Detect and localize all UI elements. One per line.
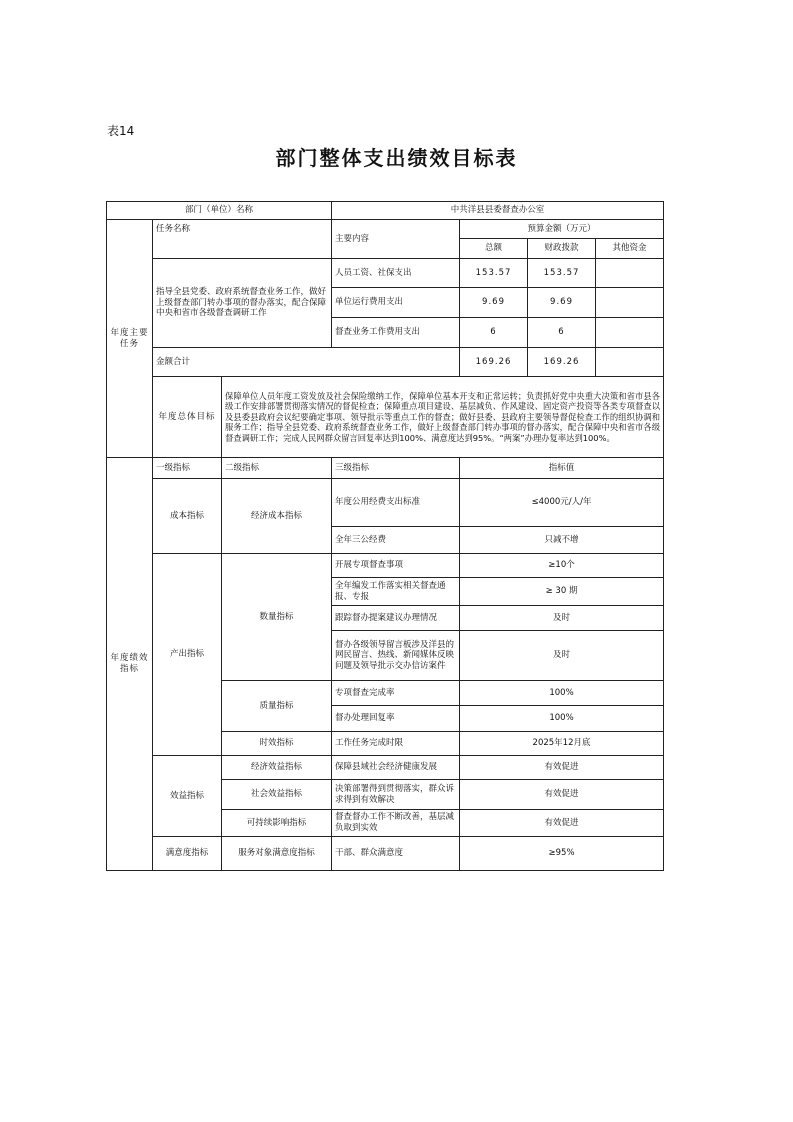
level3-item: 决策部署得到贯彻落实，群众诉求得到有效解决 bbox=[332, 780, 460, 810]
sum-label: 金额合计 bbox=[153, 348, 460, 377]
task-row bbox=[107, 259, 664, 288]
level1-header: 一级指标 bbox=[153, 458, 222, 479]
social-benefit-indicator: 社会效益指标 bbox=[222, 780, 332, 810]
level3-item: 督办处理回复率 bbox=[332, 706, 460, 732]
task-content: 单位运行费用支出 bbox=[332, 288, 460, 318]
level3-item: 专项督查完成率 bbox=[332, 681, 460, 706]
dept-row bbox=[107, 202, 664, 220]
indicator-value: 100% bbox=[460, 681, 664, 706]
task-content: 人员工资、社保支出 bbox=[332, 259, 460, 288]
cost-indicator: 成本指标 bbox=[153, 479, 222, 554]
level3-item: 督办各级领导留言板涉及洋县的网民留言、热线、新闻媒体反映问题及领导批示交办信访案件 bbox=[332, 631, 460, 681]
service-satisfaction-indicator: 服务对象满意度指标 bbox=[222, 837, 332, 871]
other-header: 其他资金 bbox=[596, 239, 664, 259]
level3-item: 跟踪督办提案建议办理情况 bbox=[332, 606, 460, 631]
fiscal-header: 财政拨款 bbox=[528, 239, 596, 259]
level2-header: 二级指标 bbox=[222, 458, 332, 479]
indicator-value: 2025年12月底 bbox=[460, 732, 664, 756]
sustainability-indicator: 可持续影响指标 bbox=[222, 810, 332, 837]
level3-item: 年度公用经费支出标准 bbox=[332, 479, 460, 527]
indicator-value: ≥10个 bbox=[460, 554, 664, 578]
task-fiscal: 6 bbox=[528, 318, 596, 348]
task-description: 指导全县党委、政府系统督查业务工作，做好上级督查部门转办事项的督办落实，配合保障中央和省市各级督查调研工作 bbox=[153, 259, 332, 348]
indicator-row bbox=[107, 479, 664, 527]
total-header: 总额 bbox=[460, 239, 528, 259]
level3-item: 全年编发工作落实相关督查通报、专报 bbox=[332, 578, 460, 606]
quality-indicator: 质量指标 bbox=[222, 681, 332, 732]
task-other bbox=[596, 259, 664, 288]
economic-benefit-indicator: 经济效益指标 bbox=[222, 756, 332, 780]
dept-name: 中共洋县县委督查办公室 bbox=[332, 202, 664, 220]
indicator-value: ≤4000元/人/年 bbox=[460, 479, 664, 527]
indicator-row bbox=[107, 837, 664, 871]
output-indicator: 产出指标 bbox=[153, 554, 222, 756]
level3-item: 全年三公经费 bbox=[332, 527, 460, 554]
task-other bbox=[596, 318, 664, 348]
quantity-indicator: 数量指标 bbox=[222, 554, 332, 681]
budget-header: 预算金额（万元） bbox=[460, 220, 664, 239]
indicator-value: ≥ 30 期 bbox=[460, 578, 664, 606]
task-total: 9.69 bbox=[460, 288, 528, 318]
level3-item: 督查督办工作不断改善，基层减负取到实效 bbox=[332, 810, 460, 837]
indicator-value: 及时 bbox=[460, 631, 664, 681]
annual-task-label: 年度主要任务 bbox=[107, 220, 153, 458]
task-name-header: 任务名称 bbox=[153, 220, 332, 259]
sum-fiscal: 169.26 bbox=[528, 348, 596, 377]
level3-header: 三级指标 bbox=[332, 458, 460, 479]
task-header-row-1 bbox=[107, 220, 664, 239]
indicator-row bbox=[107, 554, 664, 578]
performance-target-table bbox=[106, 201, 664, 871]
task-other bbox=[596, 288, 664, 318]
task-content: 督查业务工作费用支出 bbox=[332, 318, 460, 348]
level3-item: 工作任务完成时限 bbox=[332, 732, 460, 756]
indicator-header-row bbox=[107, 458, 664, 479]
performance-indicator-label: 年度绩效指标 bbox=[107, 458, 153, 871]
indicator-value: 有效促进 bbox=[460, 810, 664, 837]
benefit-indicator: 效益指标 bbox=[153, 756, 222, 837]
indicator-value: 100% bbox=[460, 706, 664, 732]
level3-item: 干部、群众满意度 bbox=[332, 837, 460, 871]
document-title: 部门整体支出绩效目标表 bbox=[275, 146, 518, 170]
overall-goal-row bbox=[107, 377, 664, 458]
main-content-header: 主要内容 bbox=[332, 220, 460, 259]
overall-goal-text: 保障单位人员年度工资发放及社会保险缴纳工作，保障单位基本开支和正常运转；负责抓好党中央重大决策和省市县各级工作安排部署贯彻落实情况的督促检查；保障重点项目建设、基层减负、作风建设、固定资产投资等各类专项督查以及县委县政府会议纪要确定事项、领导批示等重点工作的督查；做好县委、县政府主要领导督促检查工作的组织协调和服务工作；指导全县党委、政府系统督查业务工作，做好上级督查部门转办事项的督办落实，配合保障中央和省市各级督查调研工作；完成人民网群众留言回复率达到100%、满意度达到95%。“两案”办理办复率达到100%。 bbox=[222, 377, 664, 458]
task-fiscal: 9.69 bbox=[528, 288, 596, 318]
sum-other bbox=[596, 348, 664, 377]
dept-label: 部门（单位）名称 bbox=[107, 202, 332, 220]
indicator-row bbox=[107, 756, 664, 780]
indicator-value: 有效促进 bbox=[460, 756, 664, 780]
level3-item: 保障县域社会经济健康发展 bbox=[332, 756, 460, 780]
task-total: 6 bbox=[460, 318, 528, 348]
sum-row bbox=[107, 348, 664, 377]
economic-cost-indicator: 经济成本指标 bbox=[222, 479, 332, 554]
indicator-value: ≥95% bbox=[460, 837, 664, 871]
sum-total: 169.26 bbox=[460, 348, 528, 377]
timeliness-indicator: 时效指标 bbox=[222, 732, 332, 756]
indicator-value: 只减不增 bbox=[460, 527, 664, 554]
task-total: 153.57 bbox=[460, 259, 528, 288]
satisfaction-indicator: 满意度指标 bbox=[153, 837, 222, 871]
level3-item: 开展专项督查事项 bbox=[332, 554, 460, 578]
indicator-value-header: 指标值 bbox=[460, 458, 664, 479]
task-fiscal: 153.57 bbox=[528, 259, 596, 288]
table-number-label: 表14 bbox=[107, 124, 135, 138]
indicator-value: 及时 bbox=[460, 606, 664, 631]
overall-goal-label: 年度总体目标 bbox=[153, 377, 222, 458]
indicator-value: 有效促进 bbox=[460, 780, 664, 810]
